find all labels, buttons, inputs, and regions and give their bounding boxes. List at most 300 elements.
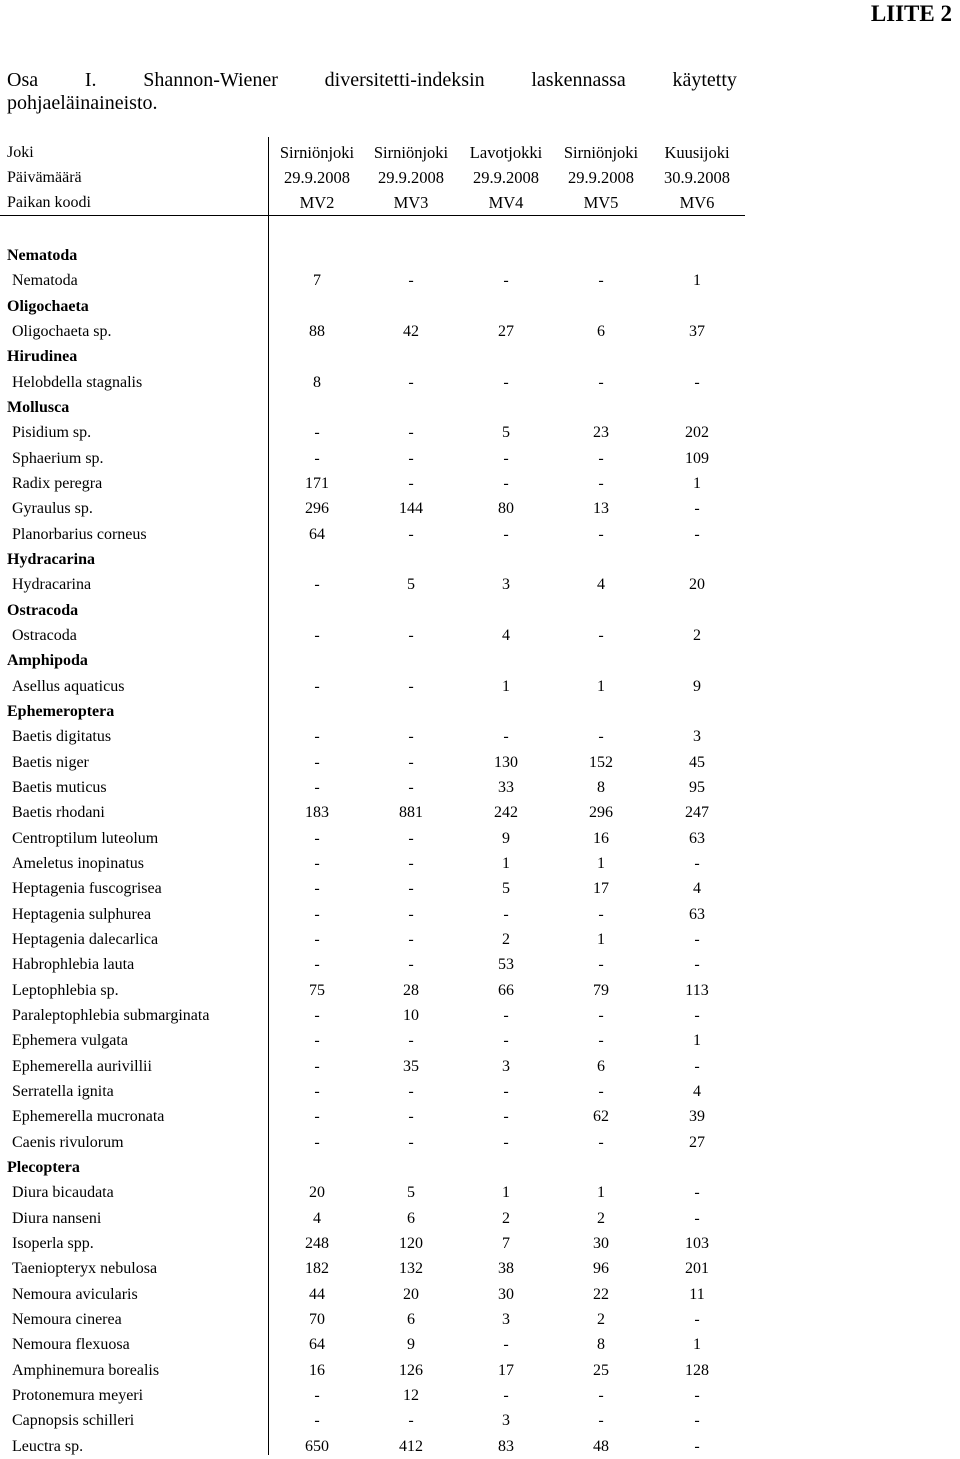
count-cell: - (694, 525, 700, 543)
count-cell: 201 (685, 1260, 709, 1278)
count-cell: - (694, 1386, 700, 1404)
count-cell: 120 (399, 1234, 423, 1252)
count-cell: - (314, 905, 320, 923)
count-cell: - (503, 905, 509, 923)
count-cell: - (598, 373, 604, 391)
count-cell: 2 (597, 1310, 605, 1328)
count-cell: 1 (597, 854, 605, 872)
taxon-label: Baetis rhodani (12, 804, 105, 822)
site-cell: MV6 (679, 193, 715, 212)
count-cell: 20 (689, 576, 705, 594)
table-row (0, 497, 960, 521)
taxon-label: Oligochaeta sp. (12, 323, 112, 340)
count-cell: - (598, 525, 604, 543)
taxon-label: Centroptilum luteolum (12, 829, 159, 847)
count-cell: 96 (593, 1260, 609, 1278)
count-cell: 144 (399, 500, 423, 518)
count-cell: 11 (689, 1285, 705, 1303)
count-cell: - (408, 829, 414, 847)
taxon-label: Baetis muticus (12, 778, 107, 796)
page-title-line-2: pohjaeläinaineisto. (7, 92, 158, 114)
table-row (0, 852, 960, 876)
count-cell: 128 (685, 1361, 709, 1379)
taxon-label: Nemoura flexuosa (12, 1336, 130, 1354)
count-cell: 63 (689, 905, 705, 923)
taxon-label: Helobdella stagnalis (12, 373, 143, 391)
count-cell: 113 (685, 981, 709, 999)
taxon-label: Nemoura avicularis (12, 1285, 138, 1303)
taxon-label: Ameletus inopinatus (12, 854, 144, 872)
count-cell: 23 (593, 424, 609, 442)
date-cell: 29.9.2008 (473, 168, 539, 187)
count-cell: 296 (305, 500, 329, 518)
count-cell: - (408, 728, 414, 746)
page-title-line-1 (7, 69, 737, 91)
count-cell: 53 (498, 956, 514, 974)
count-cell: 5 (407, 1184, 415, 1202)
date-cell: 29.9.2008 (284, 168, 350, 187)
count-cell: 1 (693, 1336, 701, 1354)
table-row (0, 320, 960, 344)
count-cell: 7 (313, 272, 321, 290)
count-cell: - (408, 475, 414, 492)
count-cell: 412 (399, 1437, 423, 1455)
title-word: Osa (7, 69, 39, 91)
count-cell: 70 (309, 1310, 325, 1328)
count-cell: - (598, 905, 604, 923)
river-cell: Lavotjokki (469, 143, 543, 162)
count-cell: - (314, 854, 320, 872)
group-label: Oligochaeta (7, 297, 89, 315)
count-cell: 33 (498, 778, 514, 796)
count-cell: - (408, 373, 414, 391)
group-label: Ostracoda (7, 601, 79, 619)
count-cell: 37 (689, 323, 705, 340)
table-row (0, 903, 960, 927)
count-cell: - (408, 1032, 414, 1050)
table-row (0, 269, 960, 293)
count-cell: - (694, 1057, 700, 1075)
table-row (0, 421, 960, 445)
taxon-label: Caenis rivulorum (12, 1133, 124, 1151)
taxon-label: Serratella ignita (12, 1082, 114, 1100)
table-row (0, 371, 960, 395)
count-cell: - (314, 1108, 320, 1126)
count-cell: - (408, 627, 414, 644)
table-row (0, 1181, 960, 1205)
table-row (0, 1409, 960, 1433)
site-label: Paikan koodi (7, 194, 91, 211)
group-row (0, 548, 960, 572)
table-row (0, 801, 960, 825)
taxon-label: Isoperla spp. (12, 1234, 94, 1252)
count-cell: - (694, 956, 700, 974)
count-cell: 44 (309, 1285, 325, 1303)
count-cell: - (694, 930, 700, 948)
count-cell: 8 (313, 373, 321, 391)
count-cell: 4 (693, 1082, 701, 1100)
count-cell: - (694, 1006, 700, 1024)
table-row (0, 573, 960, 597)
count-cell: 20 (309, 1184, 325, 1202)
count-cell: 4 (502, 627, 510, 644)
count-cell: - (314, 1006, 320, 1024)
count-cell: 83 (498, 1437, 514, 1455)
river-cell: Sirniönjoki (563, 143, 639, 162)
count-cell: 42 (403, 323, 419, 340)
count-cell: 66 (498, 981, 514, 999)
count-cell: 248 (305, 1234, 329, 1252)
date-cell: 29.9.2008 (378, 168, 444, 187)
count-cell: 17 (498, 1361, 514, 1379)
river-cell: Kuusijoki (664, 143, 730, 162)
count-cell: - (598, 1386, 604, 1404)
taxon-label: Habrophlebia lauta (12, 956, 135, 974)
taxon-label: Hydracarina (12, 576, 92, 594)
count-cell: - (408, 778, 414, 796)
count-cell: 126 (399, 1361, 423, 1379)
count-cell: - (314, 778, 320, 796)
count-cell: 88 (309, 323, 325, 340)
count-cell: 3 (502, 1310, 510, 1328)
taxon-label: Taeniopteryx nebulosa (12, 1260, 158, 1278)
taxon-label: Heptagenia dalecarlica (12, 930, 159, 948)
river-cell: Sirniönjoki (373, 143, 449, 162)
date-cell: 29.9.2008 (568, 168, 634, 187)
count-cell: - (408, 677, 414, 695)
table-row (0, 624, 960, 648)
count-cell: 1 (502, 677, 510, 695)
table-row (0, 928, 960, 952)
count-cell: 39 (689, 1108, 705, 1126)
taxon-label: Amphinemura borealis (12, 1361, 160, 1379)
count-cell: - (408, 956, 414, 974)
date-cell: 30.9.2008 (664, 168, 730, 187)
count-cell: - (503, 1336, 509, 1354)
count-cell: - (408, 1082, 414, 1100)
count-cell: - (314, 576, 320, 594)
taxon-label: Gyraulus sp. (12, 500, 93, 518)
taxon-label: Protonemura meyeri (12, 1386, 144, 1404)
title-word: Shannon-Wiener (143, 69, 278, 91)
count-cell: - (694, 1310, 700, 1328)
count-cell: - (314, 1412, 320, 1430)
taxon-label: Ephemera vulgata (12, 1032, 128, 1050)
count-cell: - (314, 1133, 320, 1151)
count-cell: - (408, 753, 414, 771)
taxon-label: Ephemerella aurivillii (12, 1057, 152, 1075)
count-cell: - (314, 829, 320, 847)
count-cell: - (598, 627, 604, 644)
taxon-label: Diura nanseni (12, 1209, 102, 1227)
site-cell: MV2 (299, 193, 335, 212)
count-cell: 45 (689, 753, 705, 771)
count-cell: 1 (693, 1032, 701, 1050)
count-cell: - (408, 424, 414, 442)
count-cell: - (503, 1032, 509, 1050)
count-cell: - (503, 449, 509, 467)
count-cell: 182 (305, 1260, 329, 1278)
table-row (0, 1308, 960, 1332)
count-cell: - (314, 1057, 320, 1075)
count-cell: - (598, 1032, 604, 1050)
count-cell: 63 (689, 829, 705, 847)
table-row (0, 1055, 960, 1079)
count-cell: - (503, 1133, 509, 1151)
count-cell: - (598, 475, 604, 492)
count-cell: - (503, 1386, 509, 1404)
count-cell: - (598, 272, 604, 290)
count-cell: - (314, 1082, 320, 1100)
taxon-label: Nemoura cinerea (12, 1310, 122, 1328)
count-cell: - (314, 1386, 320, 1404)
count-cell: - (598, 1006, 604, 1024)
header-row-river (0, 141, 960, 165)
taxon-label: Asellus aquaticus (12, 677, 125, 695)
count-cell: - (503, 272, 509, 290)
count-cell: - (694, 1184, 700, 1202)
count-cell: - (408, 880, 414, 898)
site-cell: MV5 (583, 193, 619, 212)
count-cell: 3 (502, 576, 510, 594)
site-cell: MV3 (393, 193, 429, 212)
table-row (0, 827, 960, 851)
count-cell: 79 (593, 981, 609, 999)
group-label: Plecoptera (7, 1158, 80, 1176)
count-cell: 8 (597, 778, 605, 796)
count-cell: - (314, 880, 320, 898)
group-label: Hirudinea (7, 348, 78, 366)
group-label: Nematoda (7, 247, 78, 264)
count-cell: - (694, 854, 700, 872)
group-label: Mollusca (7, 399, 70, 416)
count-cell: 650 (305, 1437, 329, 1455)
table-row (0, 472, 960, 496)
group-row (0, 700, 960, 724)
taxon-label: Leptophlebia sp. (12, 981, 119, 999)
taxon-label: Baetis digitatus (12, 728, 112, 746)
taxon-label: Ephemerella mucronata (12, 1108, 165, 1126)
taxon-label: Heptagenia sulphurea (12, 905, 152, 923)
title-word: laskennassa (531, 69, 626, 91)
river-cell: Sirniönjoki (279, 143, 355, 162)
count-cell: 5 (502, 880, 510, 898)
table-row (0, 1207, 960, 1231)
taxon-label: Pisidium sp. (12, 424, 92, 442)
count-cell: 27 (498, 323, 514, 340)
taxon-label: Nematoda (12, 272, 78, 290)
group-row (0, 1156, 960, 1180)
group-row (0, 599, 960, 623)
count-cell: 12 (403, 1386, 419, 1404)
count-cell: 75 (309, 981, 325, 999)
table-row (0, 1359, 960, 1383)
count-cell: - (598, 956, 604, 974)
count-cell: 30 (593, 1234, 609, 1252)
count-cell: 20 (403, 1285, 419, 1303)
count-cell: 3 (502, 1057, 510, 1075)
count-cell: 7 (502, 1234, 510, 1252)
count-cell: 242 (494, 804, 518, 822)
count-cell: 2 (597, 1209, 605, 1227)
count-cell: 1 (502, 1184, 510, 1202)
count-cell: - (694, 500, 700, 518)
table-row (0, 751, 960, 775)
count-cell: 9 (502, 829, 510, 847)
table-row (0, 953, 960, 977)
count-cell: 2 (693, 627, 701, 644)
count-cell: - (694, 1437, 700, 1455)
count-cell: 27 (689, 1133, 705, 1151)
group-label: Amphipoda (7, 652, 88, 670)
count-cell: 109 (685, 449, 709, 467)
count-cell: 6 (597, 323, 605, 340)
count-cell: 22 (593, 1285, 609, 1303)
taxon-label: Diura bicaudata (12, 1184, 114, 1202)
taxon-label: Capnopsis schilleri (12, 1412, 135, 1430)
count-cell: 16 (593, 829, 609, 847)
count-cell: 247 (685, 804, 709, 822)
count-cell: 25 (593, 1361, 609, 1379)
group-row (0, 396, 960, 420)
count-cell: - (314, 424, 320, 442)
count-cell: 5 (407, 576, 415, 594)
count-cell: - (314, 677, 320, 695)
header-row-site (0, 191, 960, 215)
count-cell: 64 (309, 525, 325, 543)
table-row (0, 1384, 960, 1408)
count-cell: - (408, 1133, 414, 1151)
count-cell: 152 (589, 753, 613, 771)
count-cell: 1 (597, 677, 605, 695)
count-cell: - (314, 930, 320, 948)
count-cell: - (503, 728, 509, 746)
count-cell: - (408, 272, 414, 290)
count-cell: - (408, 449, 414, 467)
site-cell: MV4 (488, 193, 524, 212)
count-cell: 183 (305, 804, 329, 822)
table-row (0, 1080, 960, 1104)
count-cell: - (598, 1133, 604, 1151)
river-label: Joki (7, 144, 34, 161)
count-cell: - (314, 1032, 320, 1050)
count-cell: 103 (685, 1234, 709, 1252)
count-cell: 13 (593, 500, 609, 518)
count-cell: 4 (313, 1209, 321, 1227)
taxon-label: Ostracoda (12, 627, 77, 644)
group-row (0, 295, 960, 319)
table-row (0, 1283, 960, 1307)
count-cell: 4 (693, 880, 701, 898)
count-cell: 1 (693, 272, 701, 290)
count-cell: 30 (498, 1285, 514, 1303)
date-label: Päivämäärä (7, 169, 82, 186)
count-cell: 130 (494, 753, 518, 771)
count-cell: 80 (498, 500, 514, 518)
title-word: I. (84, 69, 97, 91)
count-cell: 171 (305, 475, 329, 492)
count-cell: 3 (502, 1412, 510, 1430)
count-cell: - (408, 1108, 414, 1126)
table-row (0, 1257, 960, 1281)
count-cell: - (314, 627, 320, 644)
count-cell: - (503, 1108, 509, 1126)
count-cell: 48 (593, 1437, 609, 1455)
count-cell: 3 (693, 728, 701, 746)
group-row (0, 649, 960, 673)
taxon-label: Sphaerium sp. (12, 449, 104, 467)
count-cell: - (408, 905, 414, 923)
count-cell: 6 (407, 1209, 415, 1227)
count-cell: - (598, 1412, 604, 1430)
table-row (0, 776, 960, 800)
taxon-label: Baetis niger (12, 753, 89, 771)
title-word: diversitetti-indeksin (324, 69, 485, 91)
count-cell: 16 (309, 1361, 325, 1379)
count-cell: 1 (693, 475, 701, 492)
table-row (0, 1333, 960, 1357)
table-row (0, 1029, 960, 1053)
count-cell: - (314, 956, 320, 974)
count-cell: - (503, 475, 509, 492)
count-cell: 9 (407, 1336, 415, 1354)
table-row (0, 523, 960, 547)
taxon-label: Heptagenia fuscogrisea (12, 880, 162, 898)
appendix-label: LIITE 2 (870, 1, 952, 26)
taxon-label: Planorbarius corneus (12, 525, 147, 543)
count-cell: - (598, 449, 604, 467)
count-cell: - (408, 1412, 414, 1430)
count-cell: 8 (597, 1336, 605, 1354)
count-cell: - (694, 1412, 700, 1430)
count-cell: - (694, 1209, 700, 1227)
count-cell: 202 (685, 424, 709, 442)
count-cell: 1 (597, 930, 605, 948)
count-cell: 64 (309, 1336, 325, 1354)
count-cell: - (314, 449, 320, 467)
count-cell: 1 (597, 1184, 605, 1202)
count-cell: 28 (403, 981, 419, 999)
count-cell: - (314, 753, 320, 771)
count-cell: - (503, 373, 509, 391)
count-cell: 4 (597, 576, 605, 594)
count-cell: 62 (593, 1108, 609, 1126)
count-cell: - (598, 728, 604, 746)
count-cell: 1 (502, 854, 510, 872)
group-label: Hydracarina (7, 551, 95, 568)
taxon-label: Radix peregra (12, 475, 103, 492)
title-word: käytetty (672, 69, 737, 91)
count-cell: 35 (403, 1057, 419, 1075)
count-cell: 6 (597, 1057, 605, 1075)
table-row (0, 877, 960, 901)
table-row (0, 1232, 960, 1256)
taxon-label: Leuctra sp. (12, 1437, 84, 1455)
group-row (0, 244, 960, 268)
header-divider (0, 215, 745, 216)
table-row (0, 1131, 960, 1155)
count-cell: 881 (399, 804, 423, 822)
table-row (0, 1004, 960, 1028)
group-row (0, 345, 960, 369)
taxon-label: Paraleptophlebia submarginata (12, 1006, 210, 1024)
table-row (0, 675, 960, 699)
count-cell: - (503, 1082, 509, 1100)
count-cell: - (314, 728, 320, 746)
count-cell: - (408, 854, 414, 872)
table-row (0, 725, 960, 749)
count-cell: 296 (589, 804, 613, 822)
